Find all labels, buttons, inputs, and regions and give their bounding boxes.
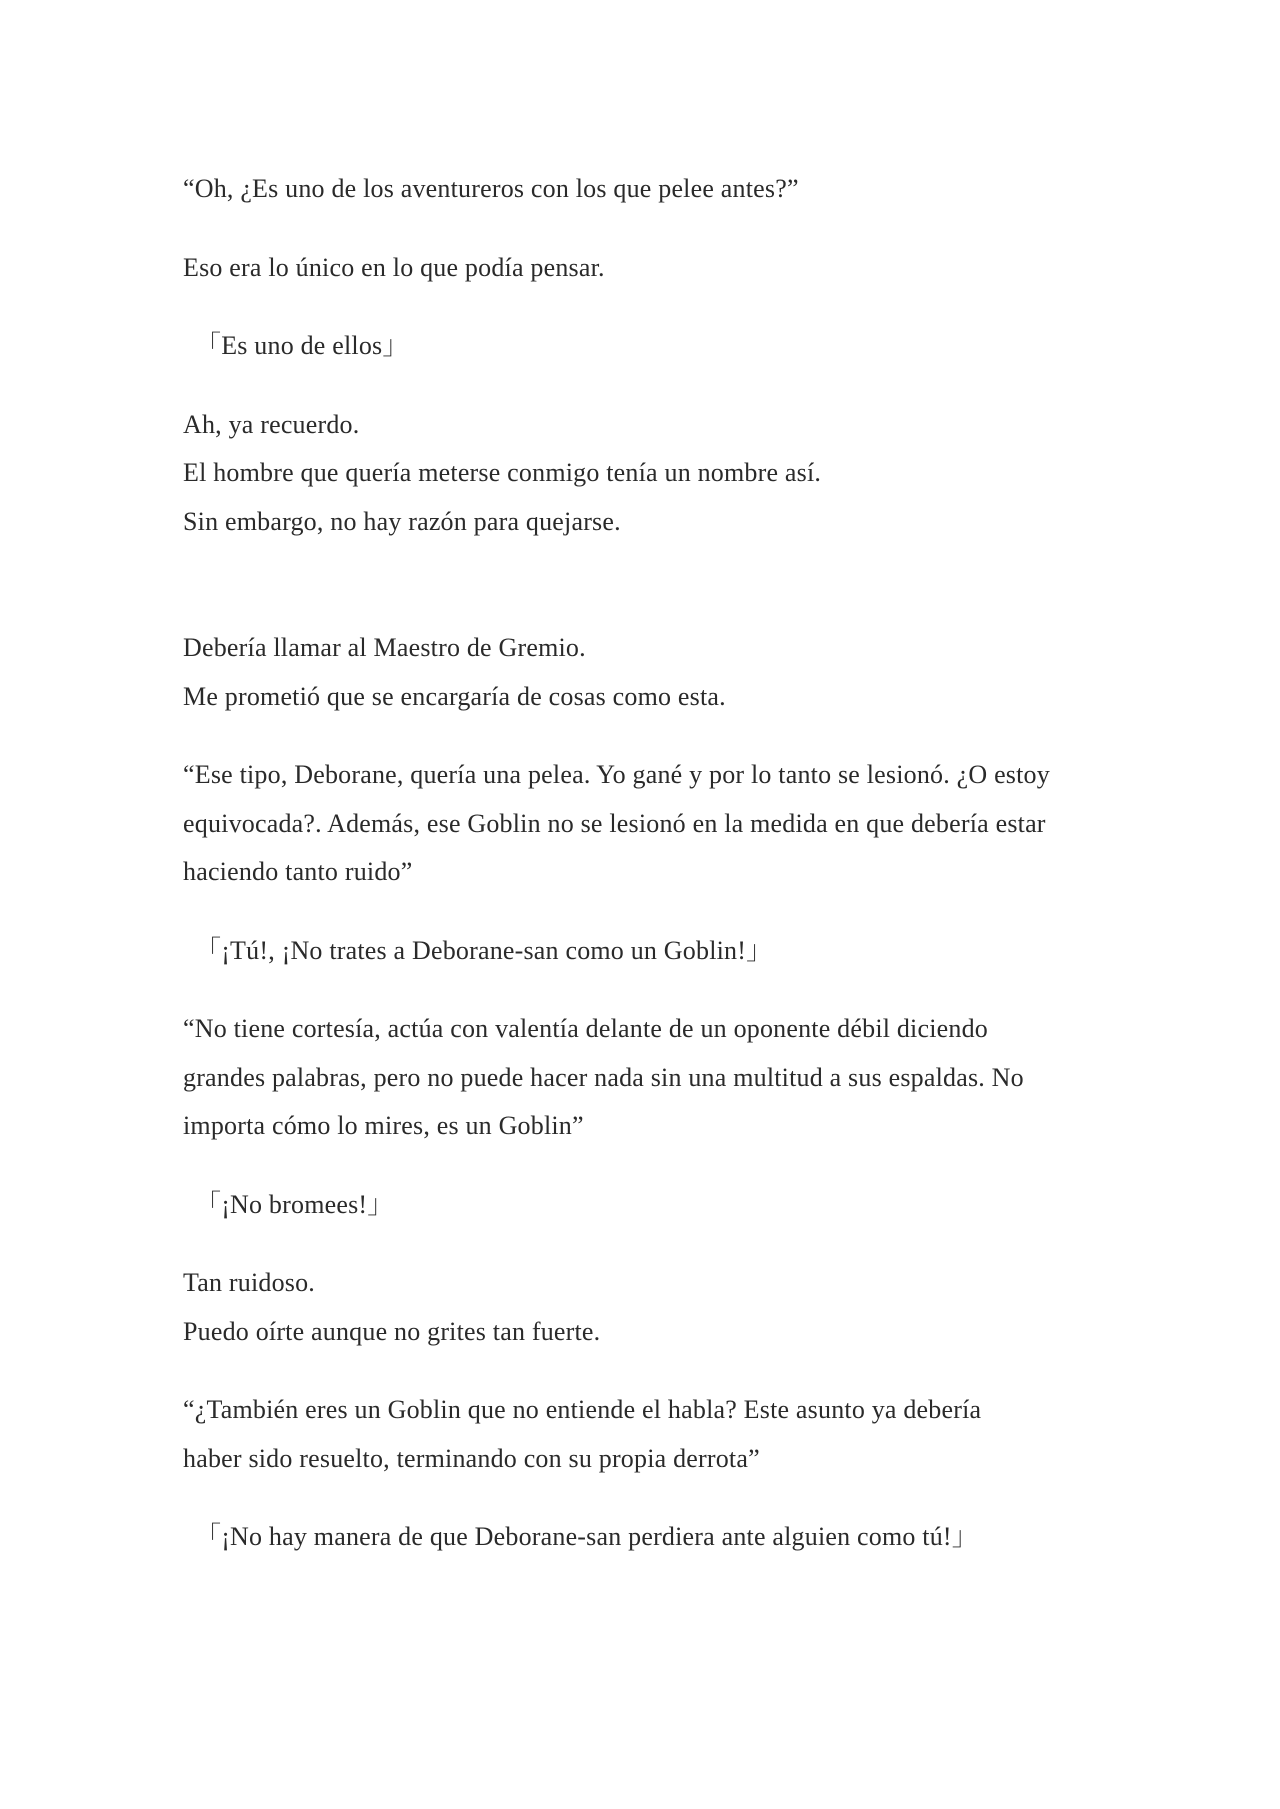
paragraph-bracket-speech [183,1181,1103,1230]
paragraph-dialogue [183,165,1103,214]
paragraph-narration [183,1259,1103,1356]
paragraph-bracket-speech [183,927,1103,976]
paragraph-bracket-speech [183,322,1103,371]
paragraph-narration [183,401,1103,547]
text-line: 「¡No hay manera de que Deborane-san perdiera ante alguien como tú!」 [195,1522,978,1551]
paragraph-bracket-speech [183,1513,1103,1562]
text-line: “Ese tipo, Deborane, quería una pelea. Yo gané y por lo tanto se lesionó. ¿O estoy [183,760,1050,789]
text-line: haciendo tanto ruido” [183,857,413,886]
text-line: equivocada?. Además, ese Goblin no se lesionó en la medida en que debería estar [183,808,1046,838]
text-line: “No tiene cortesía, actúa con valentía delante de un oponente débil diciendo [183,1014,988,1043]
text-line: 「¡No bromees!」 [195,1189,394,1219]
text-line: Ah, ya recuerdo. [183,409,360,439]
text-line: “Oh, ¿Es uno de los aventureros con los que pelee antes?” [183,174,799,203]
paragraph-narration [183,624,1103,721]
text-line: haber sido resuelto, terminando con su propia derrota” [183,1443,760,1473]
text-line: “¿También eres un Goblin que no entiende el habla? Este asunto ya debería [183,1395,982,1424]
text-line: Sin embargo, no hay razón para quejarse. [183,506,621,536]
text-line: Eso era lo único en lo que podía pensar. [183,252,605,282]
text-line: importa cómo lo mires, es un Goblin” [183,1111,584,1140]
text-line: Me prometió que se encargaría de cosas como esta. [183,681,726,711]
text-line: Puedo oírte aunque no grites tan fuerte. [183,1316,601,1346]
text-line: grandes palabras, pero no puede hacer nada sin una multitud a sus espaldas. No [183,1062,1024,1092]
document-body [183,165,1103,1562]
text-line: 「¡Tú!, ¡No trates a Deborane-san como un Goblin!」 [195,935,773,965]
text-line: El hombre que quería meterse conmigo tenía un nombre así. [183,458,822,487]
paragraph-dialogue [183,1005,1103,1151]
paragraph-dialogue [183,1386,1103,1483]
paragraph-narration [183,244,1103,293]
text-line: Tan ruidoso. [183,1268,316,1297]
text-line: 「Es uno de ellos」 [195,331,409,360]
text-line: Debería llamar al Maestro de Gremio. [183,633,586,662]
paragraph-dialogue [183,751,1103,897]
